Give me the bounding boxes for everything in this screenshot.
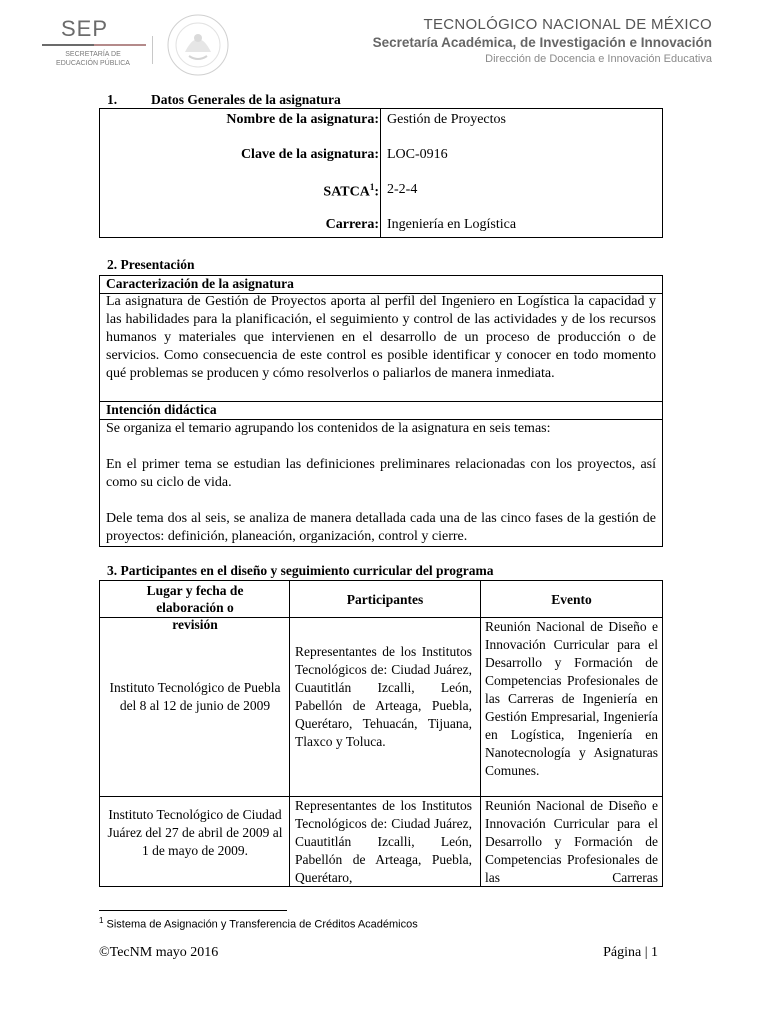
row1-participants: Representantes de los Institutos Tecnológicos de: Ciudad Juárez, Cuautitlán Izcalli, León, Pabellón de Arteaga, Puebla, Querétaro, Tehuacán, Tijuana, Tlaxco y Toluca. — [295, 644, 472, 749]
row1-place-date: Instituto Tecnológico de Puebla del 8 al 12 de junio de 2009 — [109, 680, 281, 713]
participants-table — [99, 580, 663, 887]
didactic-intention-p3: Dele tema dos al seis, se analiza de manera detallada cada una de las cinco fases de la gestión de proyectos: definición, planeación, organización, control y cierre. — [106, 511, 656, 544]
characterization-title: Caracterización de la asignatura — [106, 276, 294, 291]
sep-logo — [28, 16, 148, 68]
didactic-intention-p2: En el primer tema se estudian las definiciones preliminares relacionadas con los proyectos, así como su ciclo de vida. — [106, 457, 656, 490]
header-participants: Participantes — [346, 592, 424, 607]
footnote — [99, 916, 418, 931]
satca-value: 2-2-4 — [387, 182, 418, 197]
section1-title: Datos Generales de la asignatura — [151, 92, 341, 107]
org-subtitle-2: Dirección de Docencia e Innovación Educativa — [485, 53, 712, 65]
header-divider — [152, 36, 153, 64]
header-event: Evento — [551, 592, 592, 607]
footnote-text: Sistema de Asignación y Transferencia de Créditos Académicos — [106, 918, 418, 931]
satca-label: SATCA$^1$: — [323, 182, 379, 200]
subject-code-value: LOC-0916 — [387, 147, 448, 162]
org-title: TECNOLÓGICO NACIONAL DE MÉXICO — [423, 16, 712, 33]
didactic-intention-p1: Se organiza el temario agrupando los contenidos de la asignatura en seis temas: — [106, 421, 551, 436]
subject-name-label: Nombre de la asignatura: — [226, 112, 379, 127]
sep-logo-text: SEP — [61, 16, 109, 41]
row2-event: Reunión Nacional de Diseño e Innovación Curricular para el Desarrollo y Formación de Competencias Profesionales de las Carreras — [485, 798, 658, 885]
org-subtitle: Secretaría Académica, de Investigación e Innovación — [372, 35, 712, 50]
mexico-seal-icon — [163, 12, 233, 83]
presentation-table — [99, 275, 663, 547]
row2-participants: Representantes de los Institutos Tecnológicos de: Ciudad Juárez, Cuautitlán Izcalli, León, Pabellón de Arteaga, Puebla, Querétaro, — [295, 798, 472, 885]
section3-title: 3. Participantes en el diseño y seguimiento curricular del programa — [107, 563, 494, 578]
didactic-intention-title: Intención didáctica — [106, 402, 217, 417]
footnote-mark: 1 — [99, 916, 104, 925]
footer-copyright: ©TecNM mayo 2016 — [99, 945, 219, 960]
subject-name-value: Gestión de Proyectos — [387, 112, 506, 127]
table-divider — [380, 109, 381, 237]
general-data-table — [99, 108, 663, 238]
row2-place-date: Instituto Tecnológico de Ciudad Juárez del 27 de abril de 2009 al 1 de mayo de 2009. — [107, 807, 283, 858]
characterization-text: La asignatura de Gestión de Proyectos aporta al perfil del Ingeniero en Logística la capacidad y las habilidades para la planificación, el seguimiento y control de las actividades y de los recursos humanos y materiales que intervienen en el desarrollo de un proceso de producción o de servicios. Como consecuencia de este control es posible identificar y conocer en todo momento qué problemas se producen y cómo resolverlos o paliarlos de manera inmediata. — [106, 294, 656, 381]
sep-line1: SECRETARÍA DE — [65, 51, 121, 58]
sep-logo-bar — [42, 44, 146, 46]
footer-page-number: Página | 1 — [603, 945, 658, 960]
satca-footnote-mark: 1 — [369, 182, 375, 192]
section1-number: 1. — [107, 92, 118, 107]
row1-event: Reunión Nacional de Diseño e Innovación Curricular para el Desarrollo y Formación de Competencias Profesionales de las Carreras de Ingeniería en Gestión Empresarial, Ingeniería en Logística, Ingeniería en Nanotecnología y Asignaturas Comunes. — [485, 619, 658, 778]
career-label: Carrera: — [325, 217, 379, 232]
subject-code-label: Clave de la asignatura: — [240, 147, 379, 162]
career-value: Ingeniería en Logística — [387, 217, 517, 232]
header-place-date: Lugar y fecha de elaboración o revisión — [146, 583, 244, 632]
footnote-rule — [99, 910, 287, 911]
sep-line2: EDUCACIÓN PÚBLICA — [56, 60, 130, 67]
section2-title: 2. Presentación — [107, 257, 195, 272]
